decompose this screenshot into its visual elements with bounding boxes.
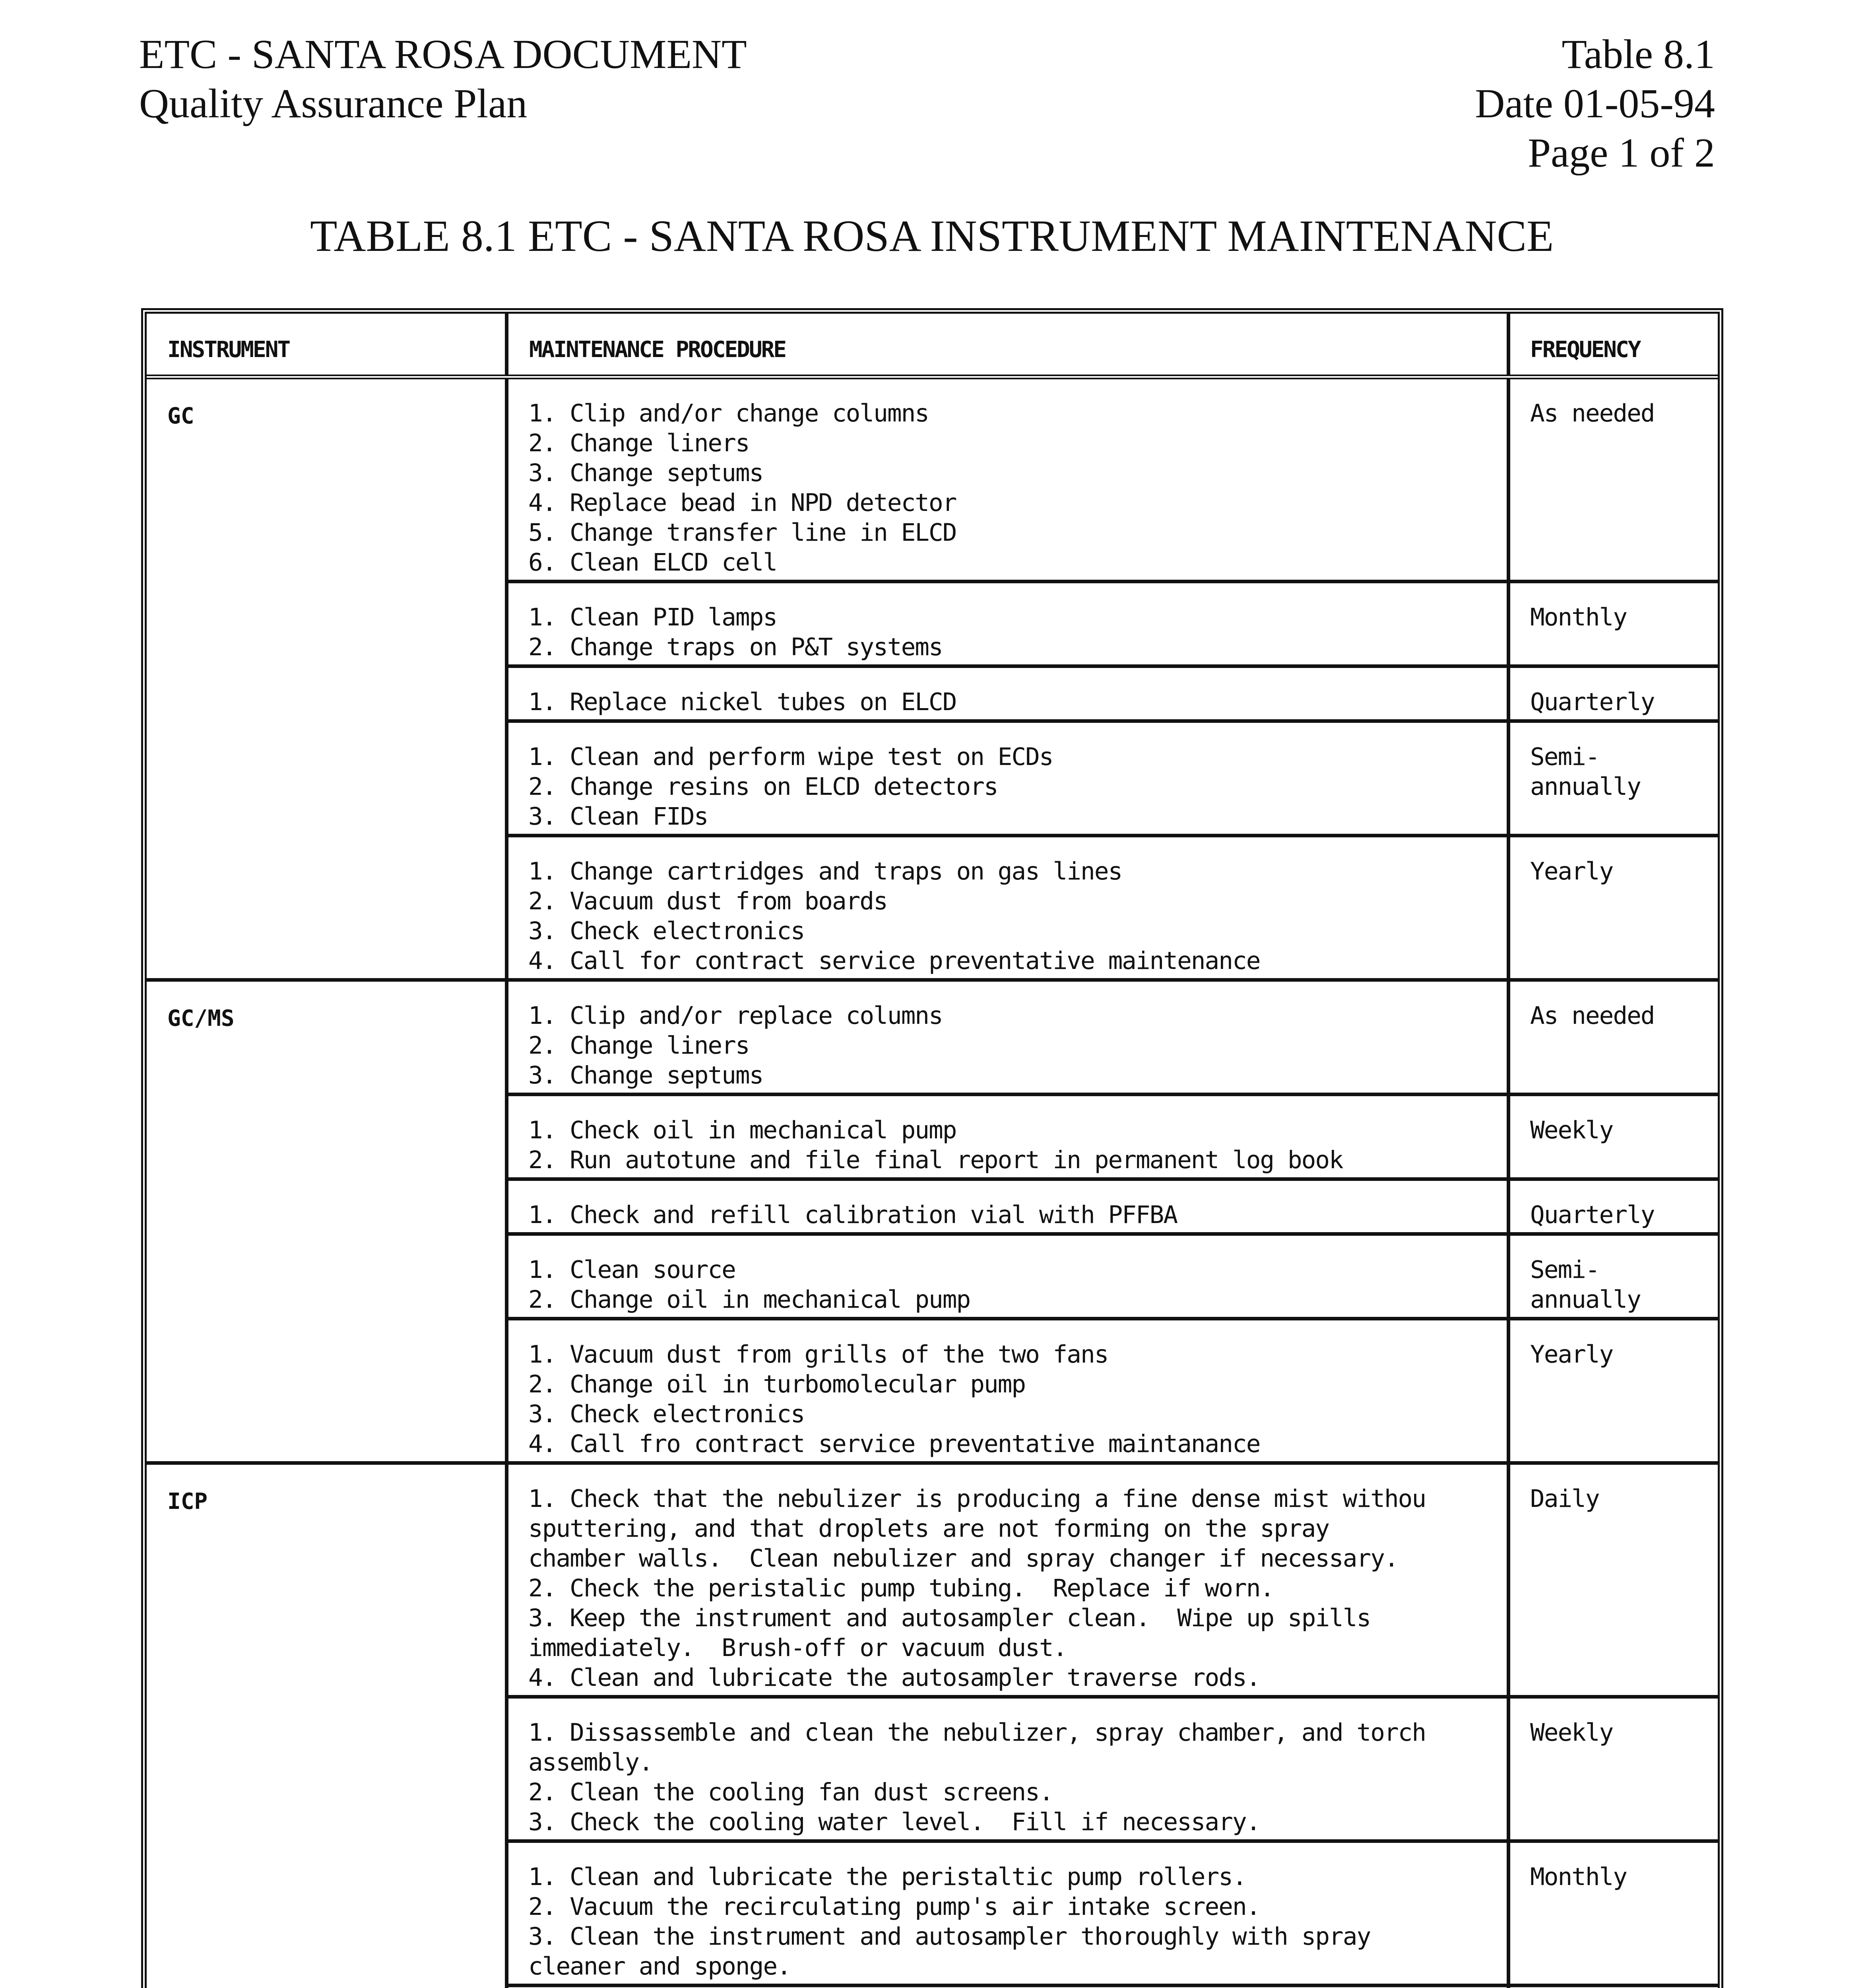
column-header-frequency: FREQUENCY: [1530, 337, 1640, 363]
table-number: Table 8.1: [1562, 31, 1715, 77]
table-row: [508, 1465, 1718, 1699]
frequency-cell: Weekly: [1530, 1718, 1613, 1747]
procedure-cell: 1. Check that the nebulizer is producing a fine dense mist withou sputtering, and that droplets are not forming on the spray chamber walls. Clean nebulizer and spray changer if necessary. 2. Check the peristalic pump tubing. Replace if worn. 3. Keep the instrument and autosampler clean. Wipe up spills immediately. Brush-off or vacuum dust. 4. Clean and lubricate the autosampler traverse rods.: [508, 1465, 1510, 1695]
table-row: [508, 1843, 1718, 1987]
procedure-cell: 1. Check oil in mechanical pump 2. Run autotune and file final report in permanent log book: [508, 1096, 1510, 1177]
frequency-cell: Quarterly: [1530, 1201, 1655, 1229]
frequency-cell: Daily: [1530, 1485, 1599, 1513]
document-name: ETC - SANTA ROSA DOCUMENT: [139, 31, 747, 77]
procedure-cell: 1. Clean PID lamps 2. Change traps on P&T systems: [508, 583, 1510, 664]
procedure-cell: 1. Clip and/or change columns 2. Change liners 3. Change septums 4. Replace bead in NPD detector 5. Change transfer line in ELCD 6. Clean ELCD cell: [508, 379, 1510, 580]
table-row: [508, 1236, 1718, 1320]
procedure-cell: 1. Dissassemble and clean the nebulizer, spray chamber, and torch assembly. 2. Clean the cooling fan dust screens. 3. Check the cooling water level. Fill if necessary.: [508, 1699, 1510, 1839]
procedure-rows: [508, 379, 1718, 978]
procedure-cell: 1. Clean and lubricate the peristaltic pump rollers. 2. Vacuum the recirculating pump's air intake screen. 3. Clean the instrument and autosampler thoroughly with spray cleaner and sponge.: [508, 1843, 1510, 1984]
procedure-cell: 1. Replace nickel tubes on ELCD: [508, 668, 1510, 719]
frequency-cell: Semi- annually: [1530, 1256, 1641, 1314]
table-row: [508, 583, 1718, 668]
table-row: [508, 668, 1718, 723]
plan-name: Quality Assurance Plan: [139, 81, 528, 126]
frequency-cell: Monthly: [1530, 1863, 1627, 1891]
document-header-left: [139, 30, 747, 128]
instrument-cell: ICP: [147, 1465, 508, 1988]
table-row: [508, 1320, 1718, 1461]
instrument-cell: GC/MS: [147, 982, 508, 1461]
frequency-cell: As needed: [1530, 399, 1655, 427]
column-header-procedure: MAINTENANCE PROCEDURE: [508, 314, 1510, 375]
table-row: [508, 837, 1718, 978]
procedure-cell: 1. Change cartridges and traps on gas lines 2. Vacuum dust from boards 3. Check electronics 4. Call for contract service preventative maintenance: [508, 837, 1510, 978]
table-row: [508, 1699, 1718, 1843]
frequency-cell: Weekly: [1530, 1116, 1613, 1144]
instrument-group: [147, 1465, 1718, 1988]
document-header-right: [1475, 30, 1715, 178]
frequency-cell: Yearly: [1530, 1340, 1613, 1369]
procedure-rows: [508, 1465, 1718, 1988]
table-row: [508, 982, 1718, 1096]
page-number: Page 1 of 2: [1528, 130, 1715, 176]
frequency-cell: Quarterly: [1530, 688, 1655, 716]
table-title: TABLE 8.1 ETC - SANTA ROSA INSTRUMENT MAINTENANCE: [310, 212, 1554, 261]
frequency-cell: As needed: [1530, 1002, 1655, 1030]
table-row: [508, 379, 1718, 583]
frequency-cell: Semi- annually: [1530, 743, 1641, 801]
document-date: Date 01-05-94: [1475, 81, 1715, 126]
instrument-group: [147, 982, 1718, 1465]
table-row: [508, 723, 1718, 837]
instrument-group: [147, 379, 1718, 982]
table-header-row: [147, 314, 1718, 379]
maintenance-table: [141, 308, 1723, 1988]
column-header-instrument: INSTRUMENT: [147, 314, 508, 375]
table-body: [147, 379, 1718, 1988]
table-row: [508, 1096, 1718, 1181]
procedure-rows: [508, 982, 1718, 1461]
frequency-cell: Monthly: [1530, 603, 1627, 631]
procedure-cell: 1. Clean source 2. Change oil in mechanical pump: [508, 1236, 1510, 1317]
instrument-cell: GC: [147, 379, 508, 978]
procedure-cell: 1. Clean and perform wipe test on ECDs 2. Change resins on ELCD detectors 3. Clean FIDs: [508, 723, 1510, 834]
procedure-cell: 1. Clip and/or replace columns 2. Change liners 3. Change septums: [508, 982, 1510, 1093]
procedure-cell: 1. Vacuum dust from grills of the two fans 2. Change oil in turbomolecular pump 3. Check electronics 4. Call fro contract service preventative maintanance: [508, 1320, 1510, 1461]
procedure-cell: 1. Check and refill calibration vial with PFFBA: [508, 1181, 1510, 1232]
table-row: [508, 1181, 1718, 1236]
frequency-cell: Yearly: [1530, 857, 1613, 885]
